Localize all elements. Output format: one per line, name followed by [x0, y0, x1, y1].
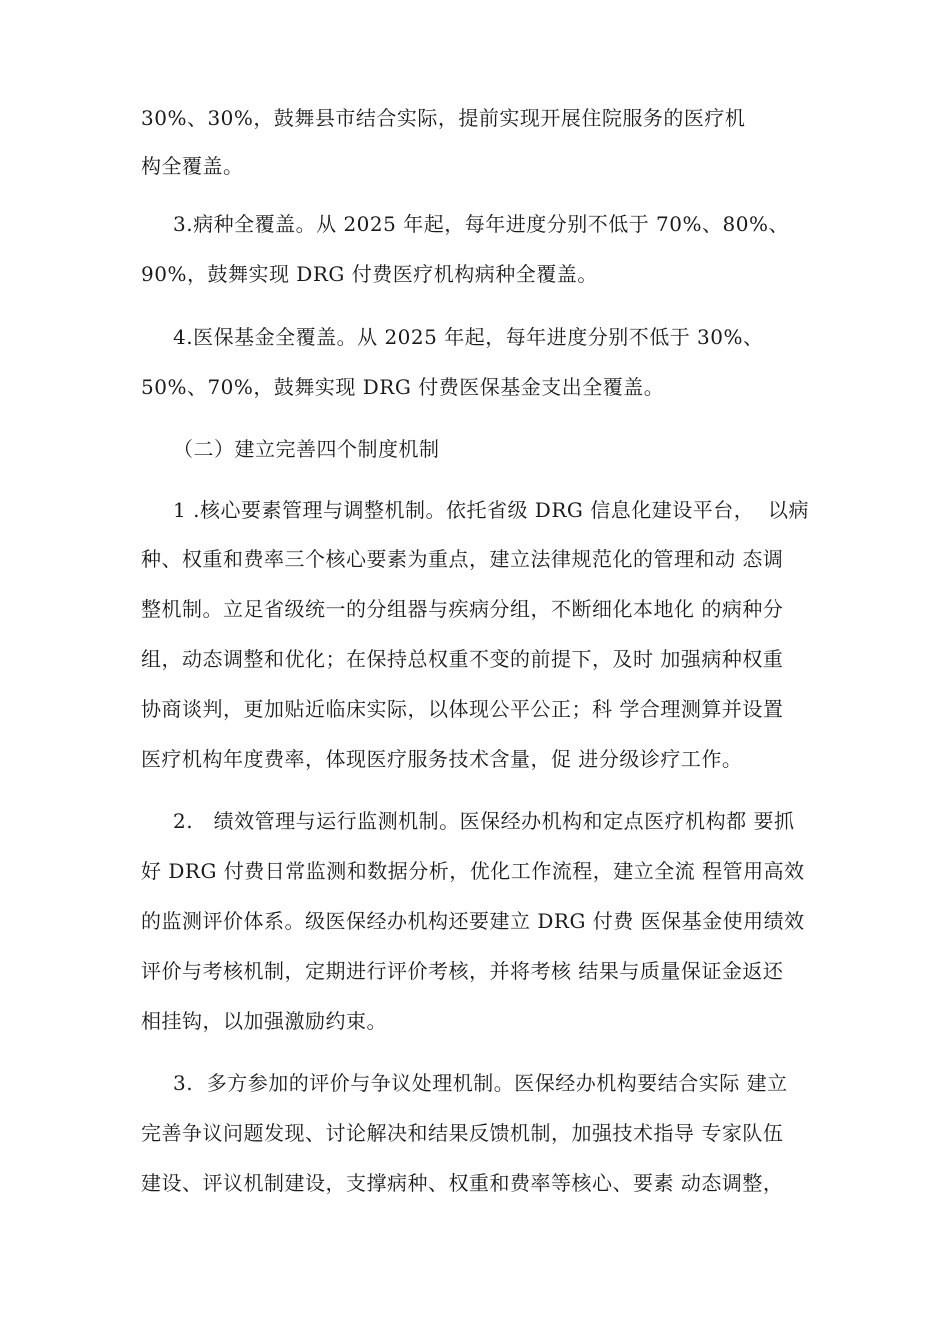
paragraph-line: 2. 绩效管理与运行监测机制。医保经办机构和定点医疗机构都 要抓	[173, 809, 795, 833]
paragraph-line: 种、权重和费率三个核心要素为重点，建立法律规范化的管理和动 态调	[141, 547, 784, 571]
paragraph-line: 构全覆盖。	[141, 154, 244, 178]
paragraph-line: 1 .核心要素管理与调整机制。依托省级 DRG 信息化建设平台， 以病	[173, 498, 809, 522]
paragraph-line: 协商谈判，更加贴近临床实际，以体现公平公正；科 学合理测算并设置	[141, 697, 784, 721]
paragraph-line: 建设、评议机制建设，支撑病种、权重和费率等核心、要素 动态调整，	[141, 1171, 784, 1195]
paragraph-line: 整机制。立足省级统一的分组器与疾病分组，不断细化本地化 的病种分	[141, 597, 784, 621]
paragraph-line: 医疗机构年度费率，体现医疗服务技术含量，促 进分级诊疗工作。	[141, 747, 743, 771]
paragraph-line: 好 DRG 付费日常监测和数据分析，优化工作流程，建立全流 程管用高效	[141, 859, 805, 883]
paragraph-line: 50%、70%，鼓舞实现 DRG 付费医保基金支出全覆盖。	[141, 375, 665, 399]
paragraph-line: 4.医保基金全覆盖。从 2025 年起，每年进度分别不低于 30%、	[173, 325, 764, 349]
paragraph-line: 90%，鼓舞实现 DRG 付费医疗机构病种全覆盖。	[141, 262, 598, 286]
paragraph-line: 3. 多方参加的评价与争议处理机制。医保经办机构要结合实际 建立	[173, 1071, 788, 1095]
paragraph-line: 3.病种全覆盖。从 2025 年起，每年进度分别不低于 70%、80%、	[173, 212, 789, 236]
section-heading: （二）建立完善四个制度机制	[173, 437, 440, 461]
paragraph-line: 相挂钩，以加强激励约束。	[141, 1009, 387, 1033]
paragraph-line: 完善争议问题发现、讨论解决和结果反馈机制，加强技术指导 专家队伍	[141, 1121, 784, 1145]
paragraph-line: 评价与考核机制，定期进行评价考核，并将考核 结果与质量保证金返还	[141, 959, 784, 983]
paragraph-line: 组，动态调整和优化；在保持总权重不变的前提下，及时 加强病种权重	[141, 647, 784, 671]
paragraph-line: 的监测评价体系。级医保经办机构还要建立 DRG 付费 医保基金使用绩效	[141, 909, 805, 933]
paragraph-line: 30%、30%，鼓舞县市结合实际，提前实现开展住院服务的医疗机	[141, 106, 746, 130]
